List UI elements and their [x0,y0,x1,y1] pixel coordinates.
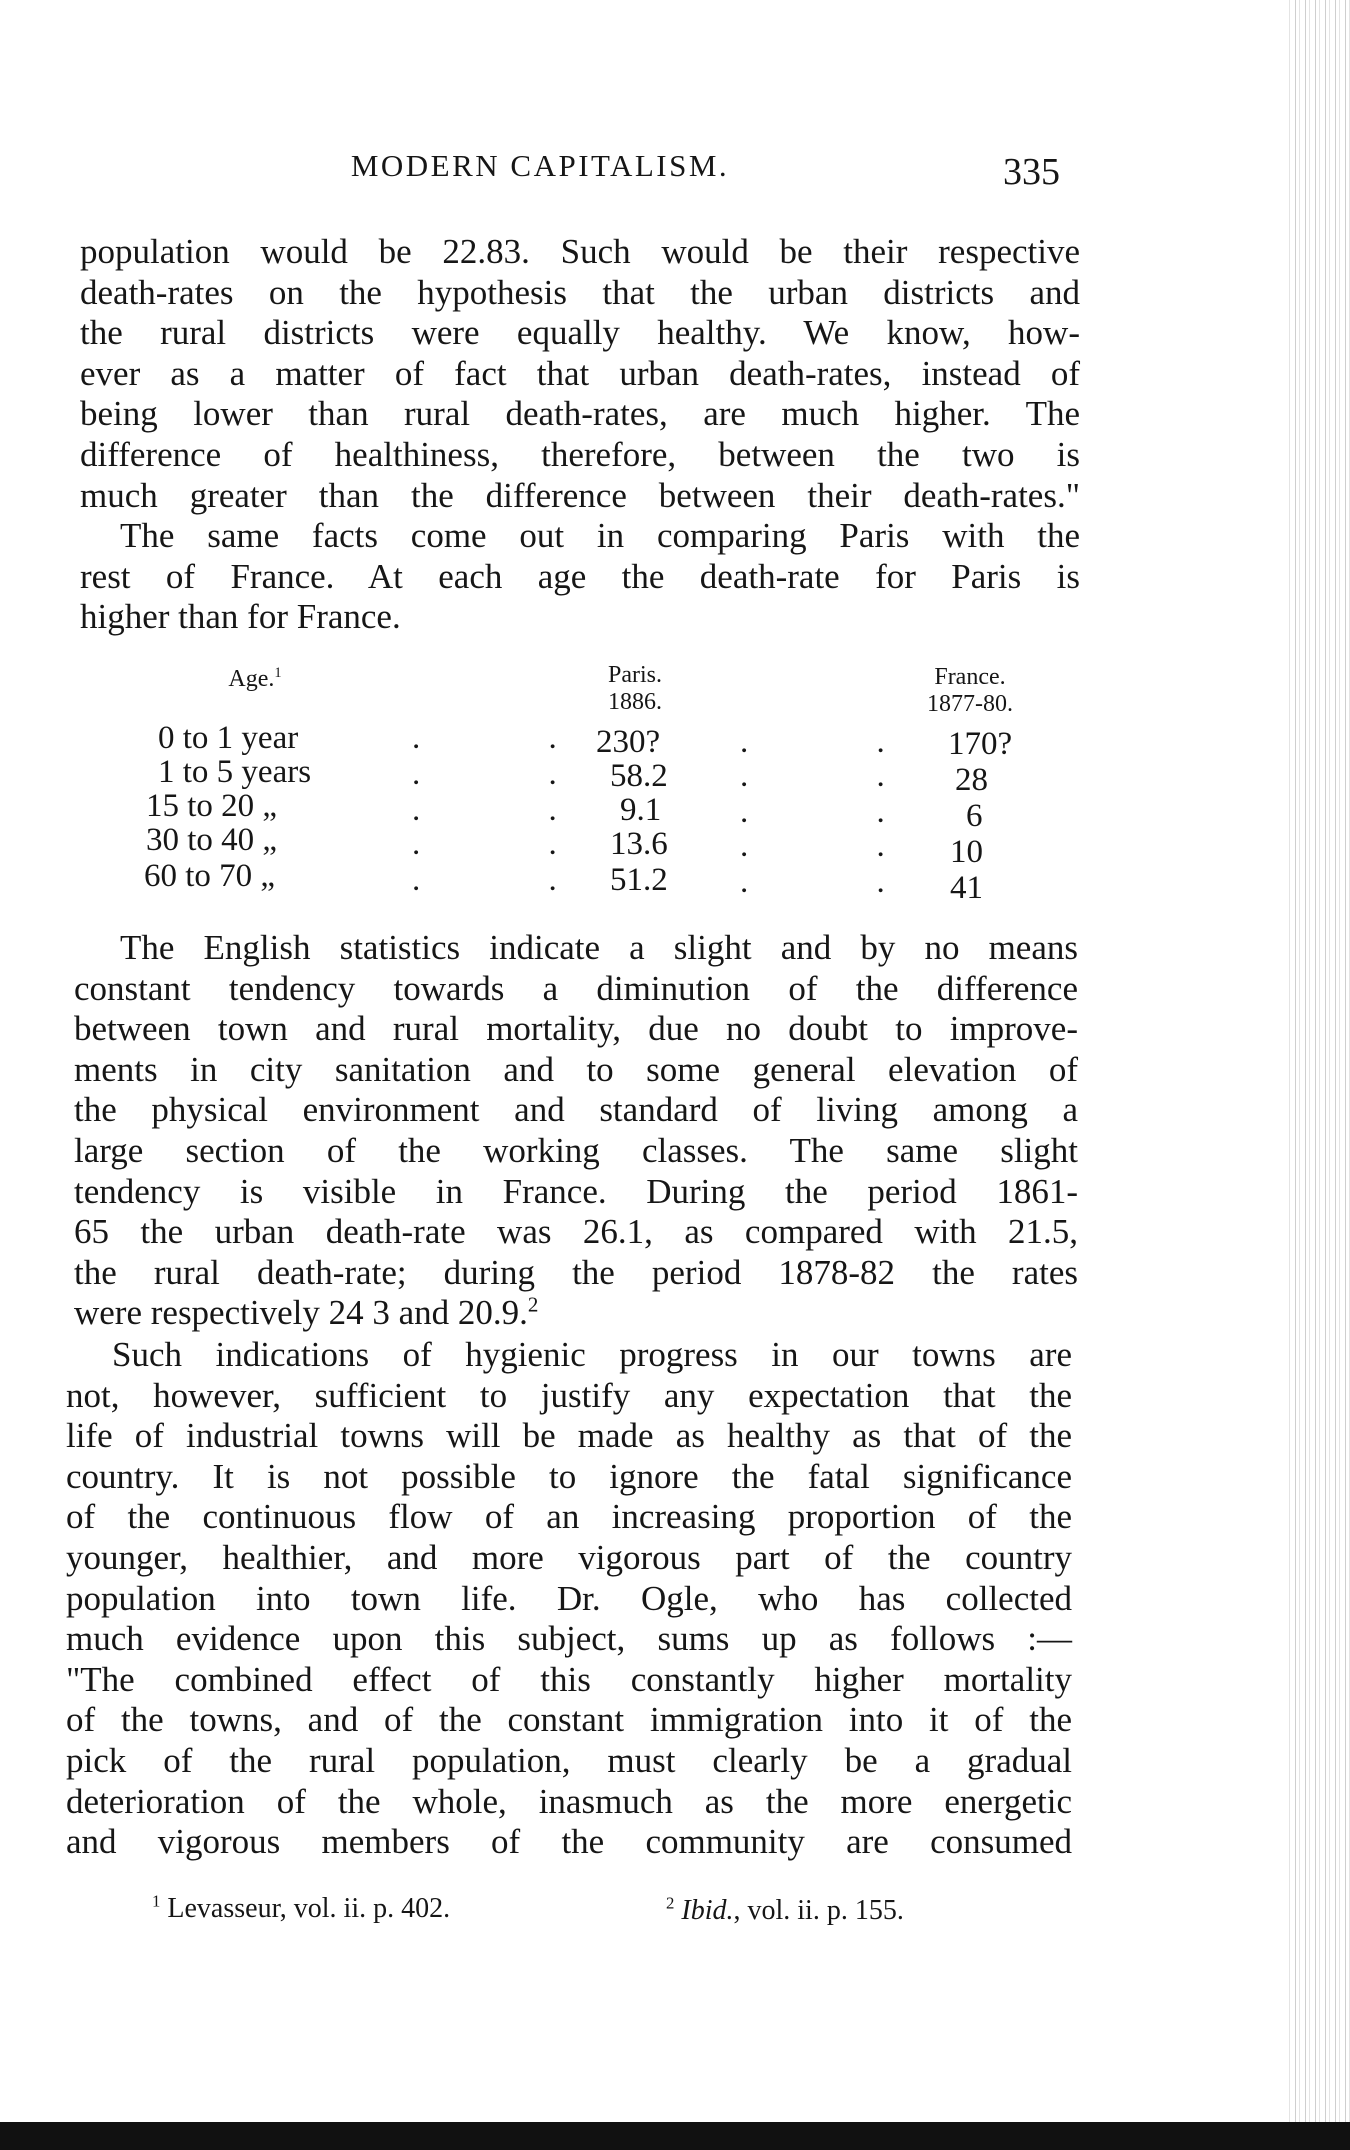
dot-leader: . . [412,826,617,862]
text-line: "The combined effect of this constantly higher mortality [66,1659,1072,1699]
text-line: of the towns, and of the constant immigration into it of the [66,1700,1072,1740]
footnote-2: $^2$ Ibid., vol. ii. p. 155. [666,1893,904,1926]
text-line: large section of the working classes. The same slight [74,1130,1078,1170]
footnote-marker: 2 [527,1292,539,1317]
footnote-marker: 1 [152,1891,161,1911]
paragraph-1 [80,232,1080,516]
table-cell-age: 0 to 1 year [158,720,299,756]
dot-leader: . . [740,758,945,794]
table-cell-paris: 51.2 [610,862,668,898]
footnote-marker: 2 [666,1893,675,1913]
table-cell-age: 60 to 70 „ [144,858,276,894]
text-line: the rural death-rate; during the period 1878-82 the rates [74,1252,1078,1292]
text-line: tendency is visible in France. During the period 1861- [74,1171,1078,1211]
text-line: ments in city sanitation and to some general elevation of [74,1049,1078,1089]
table-header-paris: Paris. 1886. [608,662,662,715]
dot-leader: . . [740,724,945,760]
page-binding-edge [1286,0,1350,2122]
table-cell-france: 170? [948,726,1013,762]
text-line: not, however, sufficient to justify any expectation that the [66,1375,1072,1415]
table-cell-france: 28 [955,762,988,798]
table-cell-age: 15 to 20 „ [146,788,278,824]
paragraph-4 [66,1335,1072,1863]
dot-leader: . . [740,864,945,900]
text-line: constant tendency towards a diminution of the difference [74,968,1078,1008]
text-line: country. It is not possible to ignore the fatal significance [66,1456,1072,1496]
text-line: rest of France. At each age the death-rate for Paris is [80,556,1080,596]
table-cell-paris: 58.2 [610,758,668,794]
text-line: population into town life. Dr. Ogle, who has collected [66,1578,1072,1618]
text-line: younger, healthier, and more vigorous part of the country [66,1537,1072,1577]
text-line: between town and rural mortality, due no doubt to improve- [74,1009,1078,1049]
table-cell-paris: 230? [596,724,661,760]
table-cell-france: 6 [966,798,983,834]
text-line: the rural districts were equally healthy. We know, how- [80,313,1080,353]
table-cell-age: 30 to 40 „ [146,822,278,858]
page-number: 335 [1003,151,1060,193]
text-line: the physical environment and standard of living among a [74,1090,1078,1130]
text-line: much greater than the difference between their death-rates." [80,475,1080,515]
text-line: higher than for France. [80,597,401,637]
dot-leader: . . [412,756,617,792]
table-header-age: Age.$^1$ [228,665,282,692]
text-line: difference of healthiness, therefore, between the two is [80,434,1080,474]
table-header-france: France. 1877-80. [927,664,1013,717]
text-line: The same facts come out in comparing Paris with the [120,516,1080,555]
footnote-marker: 1 [274,665,282,681]
text-line: being lower than rural death-rates, are much higher. The [80,394,1080,434]
text-line: ever as a matter of fact that urban death-rates, instead of [80,353,1080,393]
table-cell-age: 1 to 5 years [158,754,312,790]
text-line: deterioration of the whole, inasmuch as the more energetic [66,1781,1072,1821]
paragraph-2 [80,516,1080,638]
table-cell-france: 10 [950,834,983,870]
text-line: death-rates on the hypothesis that the urban districts and [80,272,1080,312]
text-line: Such indications of hygienic progress in our towns are [112,1335,1072,1374]
text-line: were respectively 24 3 and 20.9.$^2$ [74,1292,539,1333]
running-title: MODERN CAPITALISM. [350,148,730,183]
text-line: population would be 22.83. Such would be their respective [80,232,1080,271]
text-line: 65 the urban death-rate was 26.1, as compared with 21.5, [74,1212,1078,1252]
table-cell-paris: 9.1 [620,792,662,828]
paragraph-3 [74,928,1078,1334]
dot-leader: . . [412,862,617,898]
footnote-1: $^1$ Levasseur, vol. ii. p. 402. [152,1891,451,1924]
text-line: of the continuous flow of an increasing proportion of the [66,1497,1072,1537]
table-cell-france: 41 [950,870,983,906]
dot-leader: . . [740,794,945,830]
dot-leader: . . [740,828,945,864]
dot-leader: . . [412,720,617,756]
table-cell-paris: 13.6 [610,826,668,862]
dot-leader: . . [412,792,617,828]
text-line: and vigorous members of the community are consumed [66,1822,1072,1862]
text-line: life of industrial towns will be made as healthy as that of the [66,1416,1072,1456]
text-line: much evidence upon this subject, sums up as follows :— [66,1619,1072,1659]
scan-bottom-edge [0,2122,1350,2150]
text-line: The English statistics indicate a slight and by no means [120,928,1078,967]
text-line: pick of the rural population, must clearly be a gradual [66,1740,1072,1780]
